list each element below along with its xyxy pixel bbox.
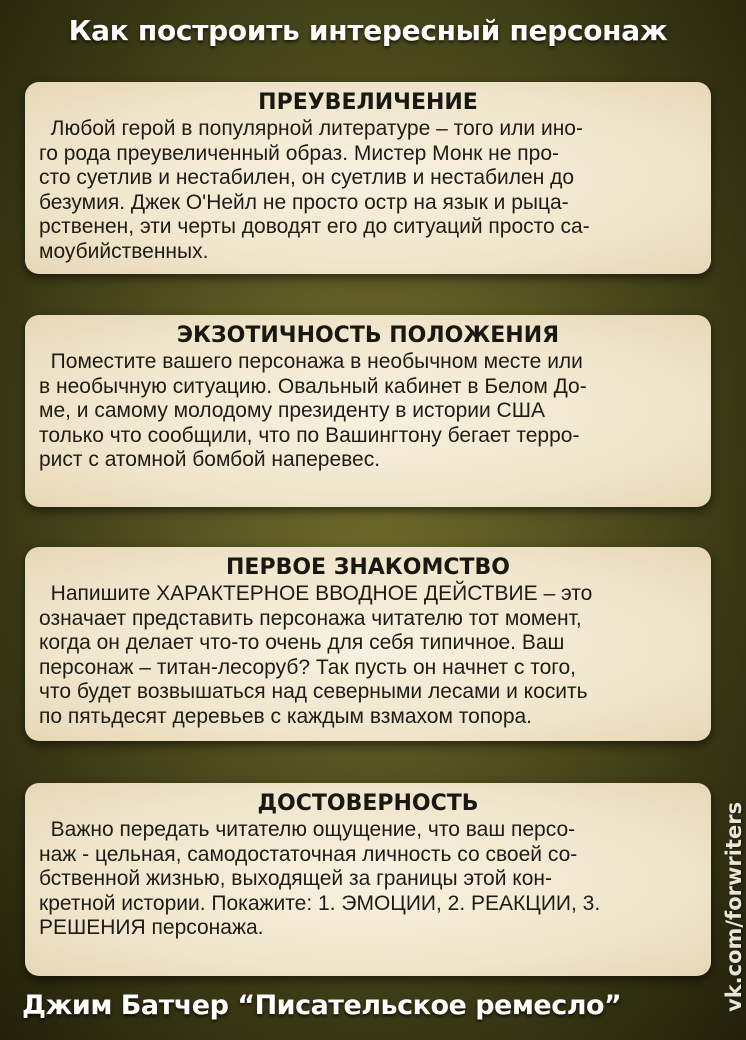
section-card-exaggeration: [25, 82, 711, 274]
body-line: Поместите вашего персонажа в необычном месте или: [39, 350, 583, 373]
section-body: [39, 350, 697, 473]
body-line: ме, и самому молодому президенту в истории США: [39, 399, 545, 422]
section-card-authenticity: [25, 783, 711, 976]
body-line: моубийственных.: [39, 239, 209, 263]
body-line: персонаж – титан-лесоруб? Так пусть он начнет с того,: [39, 655, 577, 679]
section-heading: ДОСТОВЕРНОСТЬ: [257, 791, 479, 816]
body-line: сто суетлив и нестабилен, он суетлив и нестабилен до: [39, 166, 575, 189]
body-line: наж - цельная, самодостаточная личность со своей со-: [39, 842, 578, 866]
body-line: кретной истории. Покажите: 1. ЭМОЦИИ, 2. РЕАКЦИИ, 3.: [39, 891, 601, 915]
body-line: когда он делает что-то очень для себя типичное. Ваш: [39, 631, 565, 654]
section-heading: ПЕРВОЕ ЗНАКОМСТВО: [226, 555, 510, 580]
section-body: [39, 818, 697, 941]
side-credit: vk.com/forwriters: [722, 801, 746, 1012]
body-line: РЕШЕНИЯ персонажа.: [39, 916, 264, 939]
section-heading: ЭКЗОТИЧНОСТЬ ПОЛОЖЕНИЯ: [176, 323, 560, 348]
body-line: Важно передать читателю ощущение, что ваш персо-: [39, 818, 576, 841]
body-line: рист с атомной бомбой наперевес.: [39, 448, 381, 471]
footer-credit: Джим Батчер “Писательское ремесло”: [22, 990, 622, 1021]
section-heading: ПРЕУВЕЛИЧЕНИЕ: [258, 90, 478, 115]
body-line: только что сообщили, что по Вашингтону бегает терро-: [39, 423, 580, 447]
body-line: бственной жизнью, выходящей за границы этой кон-: [39, 867, 552, 890]
body-line: что будет возвышаться над северными лесами и косить: [39, 680, 588, 703]
body-line: Любой герой в популярной литературе – того или ино-: [39, 117, 583, 140]
body-line: го рода преувеличенный образ. Мистер Монк не про-: [39, 141, 560, 165]
body-line: безумия. Джек О'Нейл не просто остр на язык и рыца-: [39, 190, 569, 214]
section-body: [39, 582, 697, 729]
body-line: означает представить персонажа читателю тот момент,: [39, 606, 582, 630]
body-line: Напишите ХАРАКТЕРНОЕ ВВОДНОЕ ДЕЙСТВИЕ – это: [39, 582, 593, 605]
body-line: рственен, эти черты доводят его до ситуаций просто са-: [39, 215, 590, 238]
section-card-exotic-situation: [25, 315, 711, 507]
section-body: [39, 117, 697, 264]
section-card-first-meeting: [25, 547, 711, 741]
body-line: в необычную ситуацию. Овальный кабинет в Белом До-: [39, 374, 587, 398]
body-line: по пятьдесят деревьев с каждым взмахом топора.: [39, 704, 533, 728]
page-title: Как построить интересный персонаж: [68, 14, 668, 47]
